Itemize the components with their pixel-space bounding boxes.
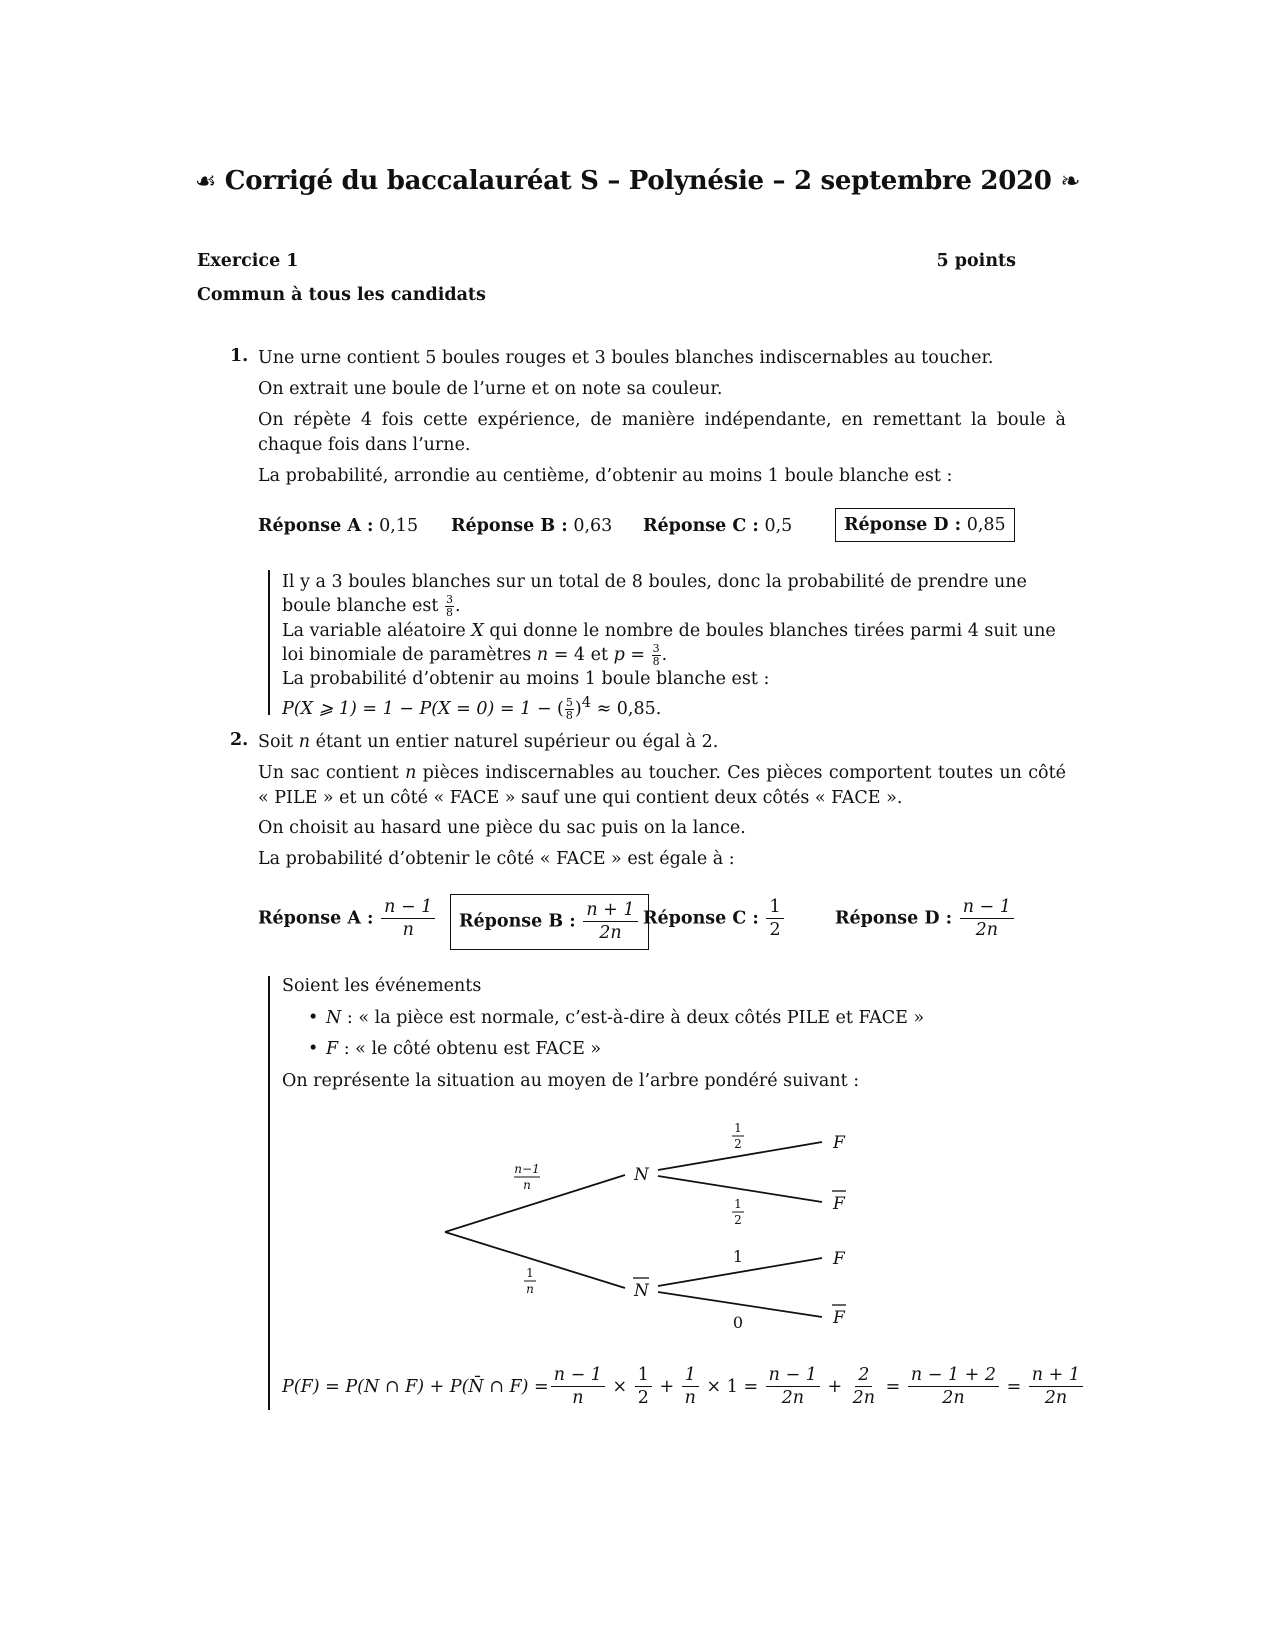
probability-tree bbox=[420, 1110, 880, 1340]
weight-root-nbar-num: 1 bbox=[526, 1266, 534, 1280]
q2-answer-b-correct: Réponse B : $\frac{n + 1}{2n}$ bbox=[450, 894, 649, 950]
q2-event-n: • N : « la pièce est normale, c’est-à-dire à deux côtés PILE et FACE » bbox=[308, 1008, 925, 1028]
q2-event-f: • F : « le côté obtenu est FACE » bbox=[308, 1039, 602, 1059]
edge-root-nbar bbox=[445, 1232, 625, 1288]
q2-tree-intro: On représente la situation au moyen de l’arbre pondéré suivant : bbox=[282, 1071, 860, 1091]
weight-root-nbar-den: n bbox=[526, 1282, 534, 1296]
q1-solution-line-4: P(X ⩾ 1) = 1 − P(X = 0) = 1 − ( $\frac{5}{8}$ )$^4$ ≈ 0,85. bbox=[282, 694, 662, 722]
weight-nbar-fbar: 0 bbox=[732, 1313, 744, 1332]
formula-lhs: P(F) = P(N ∩ F) + P(N̄ ∩ F) = bbox=[282, 1376, 549, 1397]
q2-line-1: Soit n étant un entier naturel supérieur ou égal à 2. bbox=[258, 732, 719, 752]
q1-number: 1. bbox=[230, 346, 249, 366]
page-title bbox=[0, 166, 1275, 196]
q2-solution-intro: Soient les événements bbox=[282, 976, 482, 996]
title-text: Corrigé du baccalauréat S – Polynésie – 2 septembre 2020 bbox=[224, 166, 1052, 196]
weight-root-n-num: n−1 bbox=[514, 1162, 540, 1176]
q2-answer-a: Réponse A : $\frac{n - 1}{n}$ bbox=[258, 898, 437, 940]
weight-n-fbar-num: 1 bbox=[734, 1197, 742, 1211]
bullet-icon: • bbox=[308, 1008, 319, 1028]
q1-line-1: Une urne contient 5 boules rouges et 3 boules blanches indiscernables au toucher. bbox=[258, 348, 994, 368]
leaf-fbar-1: F bbox=[833, 1194, 845, 1214]
q2-number: 2. bbox=[230, 730, 249, 750]
q2-solution-bar bbox=[268, 976, 270, 1410]
q1-line-4: La probabilité, arrondie au centième, d’obtenir au moins 1 boule blanche est : bbox=[258, 466, 953, 486]
q1-answer-a: Réponse A : 0,15 bbox=[258, 516, 419, 536]
weight-nbar-f: 1 bbox=[732, 1247, 744, 1266]
leaf-fbar-2: F bbox=[833, 1308, 845, 1328]
q1-solution-line-2: La variable aléatoire X qui donne le nombre de boules blanches tirées parmi 4 suit une loi binomiale de paramètres n = 4 et p = $\frac{3}{8}$ . bbox=[282, 620, 1056, 668]
exercise-label: Exercice 1 bbox=[197, 251, 299, 271]
q1-line-2: On extrait une boule de l’urne et on note sa couleur. bbox=[258, 379, 723, 399]
weight-n-f-num: 1 bbox=[734, 1121, 742, 1135]
leaf-f-2: F bbox=[833, 1249, 845, 1269]
q1-answer-c: Réponse C : 0,5 bbox=[643, 516, 793, 536]
exercise-points: 5 points bbox=[936, 251, 1016, 271]
weight-n-f-den: 2 bbox=[734, 1137, 742, 1151]
q1-answer-b: Réponse B : 0,63 bbox=[451, 516, 613, 536]
right-ornament-icon: ❧ bbox=[1060, 167, 1081, 195]
q2-line-3: On choisit au hasard une pièce du sac puis on la lance. bbox=[258, 818, 746, 838]
q1-solution bbox=[282, 570, 1066, 721]
q1-solution-line-1: Il y a 3 boules blanches sur un total de 8 boules, donc la probabilité de prendre une boule blanche est $\frac{3}{8}$ . bbox=[282, 572, 1027, 619]
q1-solution-line-3: La probabilité d’obtenir au moins 1 boule blanche est : bbox=[282, 669, 770, 690]
weight-root-n-den: n bbox=[523, 1178, 531, 1192]
left-ornament-icon: ☙ bbox=[194, 167, 217, 195]
node-n: N bbox=[634, 1165, 649, 1185]
q1-solution-bar bbox=[268, 570, 270, 715]
q2-line-2: Un sac contient n pièces indiscernables au toucher. Ces pièces comportent toutes un côté « PILE » et un côté « FACE » sauf une qui contient deux côtés « FACE ». bbox=[258, 763, 1066, 808]
exercise-subtitle: Commun à tous les candidats bbox=[197, 285, 486, 305]
weight-n-fbar-den: 2 bbox=[734, 1213, 742, 1227]
edge-root-n bbox=[445, 1175, 625, 1232]
q2-answer-d: Réponse D : $\frac{n - 1}{2n}$ bbox=[835, 898, 1016, 940]
q2-final-formula: P(F) = P(N ∩ F) + P(N̄ ∩ F) = $\frac{n - 1}{n}$ × $\frac{1}{2}$ + $\frac{1}{n}$ × 1 = $\frac{n - 1}{2n}$ + $\frac{2}{2n}$ = $\frac{n - 1 + 2}{2n}$ = $\frac{n + 1}{2n}$ bbox=[282, 1366, 1085, 1408]
leaf-f-1: F bbox=[833, 1133, 845, 1153]
bullet-icon: • bbox=[308, 1039, 319, 1059]
q2-answer-c: Réponse C : $\frac{1}{2}$ bbox=[643, 898, 786, 940]
q1-line-3: On répète 4 fois cette expérience, de manière indépendante, en remettant la boule à chaque fois dans l’urne. bbox=[258, 410, 1066, 455]
q2-line-4: La probabilité d’obtenir le côté « FACE » est égale à : bbox=[258, 849, 735, 869]
q1-answer-d-correct: Réponse D : 0,85 bbox=[835, 508, 1015, 542]
node-nbar: N bbox=[634, 1281, 649, 1301]
